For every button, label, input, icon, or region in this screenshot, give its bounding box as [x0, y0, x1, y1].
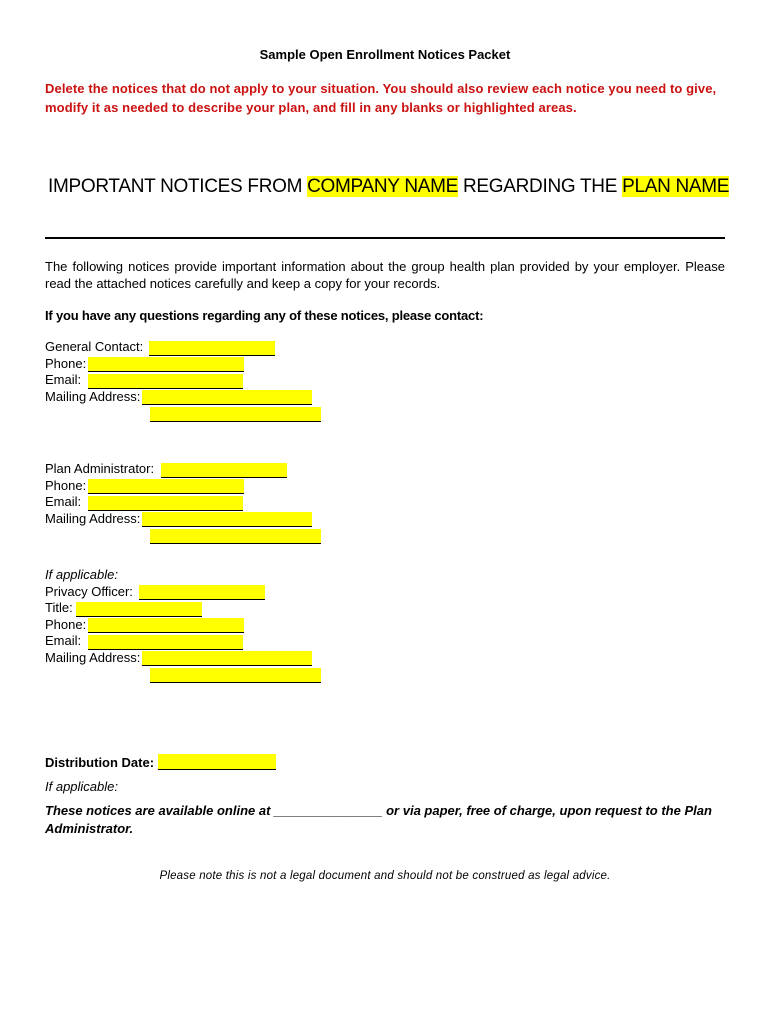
plan-admin-block [45, 461, 321, 544]
privacy-if-applicable: If applicable: [45, 567, 118, 582]
admin-email-field[interactable] [88, 496, 243, 511]
availability-url-blank[interactable]: _______________ [274, 803, 383, 818]
general-contact-block [45, 339, 321, 422]
distribution-date-label: Distribution Date: [45, 755, 155, 770]
availability-statement [45, 802, 735, 838]
admin-phone-field[interactable] [88, 479, 244, 494]
notices-heading [48, 176, 738, 198]
plan-name-placeholder[interactable]: PLAN NAME [622, 176, 730, 197]
privacy-email-field[interactable] [88, 635, 243, 650]
general-phone-field[interactable] [88, 357, 244, 372]
availability-if-applicable: If applicable: [45, 779, 118, 794]
distribution-date-field[interactable] [158, 754, 276, 770]
instruction-text: Delete the notices that do not apply to your situation. You should also review each notice you need to give, modify it as needed to describe your plan, and fill in any blanks or highlighted areas. [45, 81, 717, 115]
general-mailing-label: Mailing Address: [45, 388, 141, 404]
general-email-field[interactable] [88, 374, 243, 389]
admin-mailing-field[interactable] [142, 512, 312, 527]
contact-question: If you have any questions regarding any of these notices, please contact: [45, 308, 484, 323]
privacy-title-field[interactable] [76, 602, 202, 617]
general-email-label: Email: [45, 372, 82, 387]
general-phone-label: Phone: [45, 355, 87, 371]
privacy-title-label: Title: [45, 600, 73, 615]
admin-mailing-label: Mailing Address: [45, 510, 141, 526]
legal-disclaimer: Please note this is not a legal document and should not be construed as legal advice. [159, 870, 611, 882]
availability-pre: These notices are available online at [45, 803, 275, 818]
privacy-officer-label: Privacy Officer: [45, 583, 133, 599]
admin-phone-label: Phone: [45, 477, 87, 493]
availability-post: or via paper, free of charge, upon request to the Plan Administrator. [45, 803, 712, 836]
privacy-phone-field[interactable] [88, 618, 244, 633]
plan-admin-label: Plan Administrator: [45, 461, 155, 476]
privacy-mailing-label: Mailing Address: [45, 649, 141, 665]
admin-email-label: Email: [45, 494, 82, 509]
distribution-date-row [45, 754, 276, 770]
privacy-phone-label: Phone: [45, 616, 87, 632]
general-mailing-field[interactable] [142, 390, 312, 405]
privacy-officer-block [45, 567, 321, 683]
general-mailing-field-line2[interactable] [150, 407, 321, 422]
heading-middle: REGARDING THE [458, 176, 623, 197]
document-title: Sample Open Enrollment Notices Packet [259, 47, 511, 62]
plan-admin-field[interactable] [161, 463, 287, 478]
general-contact-label: General Contact: [45, 339, 144, 354]
privacy-officer-field[interactable] [139, 585, 265, 600]
heading-prefix: IMPORTANT NOTICES FROM [48, 176, 308, 197]
company-name-placeholder[interactable]: COMPANY NAME [307, 176, 459, 197]
admin-mailing-field-line2[interactable] [150, 529, 321, 544]
privacy-mailing-field[interactable] [142, 651, 312, 666]
privacy-email-label: Email: [45, 633, 82, 648]
intro-paragraph: The following notices provide important information about the group health plan provided by your employer. Please read the attached notices carefully and keep a copy for your records. [45, 259, 725, 291]
heading-divider [45, 237, 725, 239]
general-contact-field[interactable] [149, 341, 275, 356]
privacy-mailing-field-line2[interactable] [150, 668, 321, 683]
